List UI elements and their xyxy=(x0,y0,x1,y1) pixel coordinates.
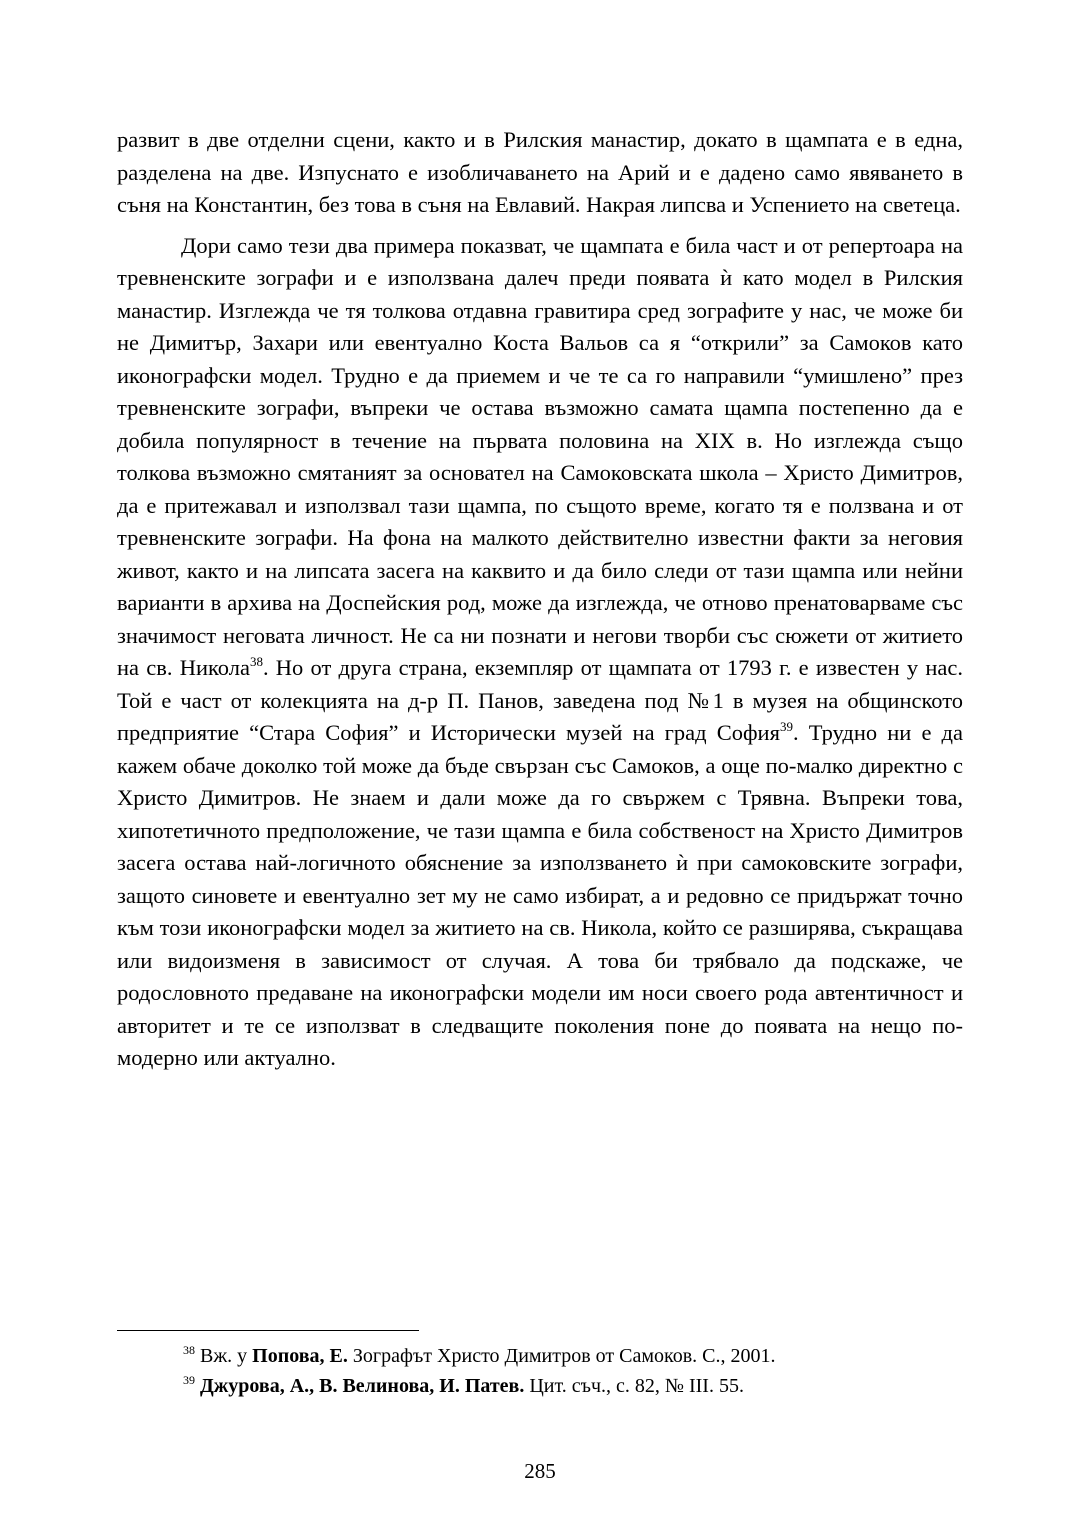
footnote-39 xyxy=(183,1371,963,1401)
footnote-citation: Цит. съч., с. 82, № III. 55. xyxy=(524,1375,744,1397)
page-number: 285 xyxy=(524,1459,556,1483)
footnote-author: Попова, Е. xyxy=(252,1345,348,1367)
footnote-prefix: Вж. у xyxy=(195,1345,253,1367)
footnote-citation: Зографът Христо Димитров от Самоков. С., 2001. xyxy=(347,1345,776,1367)
main-text xyxy=(117,124,963,1075)
footnote-38 xyxy=(183,1341,963,1371)
paragraph-1: развит в две отделни сцени, както и в Рилския манастир, докато в щампата е в една, разделена на две. Изпуснато е изобличаването на Арий и е дадено само явяването в съня на Константин, без това в съня на Евлавий. Накрая липсва и Успението на светеца. xyxy=(117,127,963,217)
paragraph-2-text-a: Дори само тези два примера показват, че щампата е била част и от репертоара на тревненските зографи и е използвана далеч преди появата ѝ като модел в Рилския манастир. Изглежда че тя толкова отдавна гравитира сред зографите у нас, че може би не Димитър, Захари или евентуално Коста Вальов са я “открили” за Самоков като иконографски модел. Трудно е да приемем и че те са го направили “умишлено” през тревненските зографи, въпреки че остава възможно самата щампа постепенно да е добила популярност в течение на първата половина на XIX в. Но изглежда също толкова възможно смятаният за основател на Самоковската школа – Христо Димитров, да е притежавал и използвал тази щампа, по същото време, когато тя е ползвана и от тревненските зографи. На фона на малкото действително известни факти за неговия живот, както и на липсата засега на каквито и да било следи от тази щампа или нейни варианти в архива на Доспейския род, може да изглежда, че отново пренатоварваме със значимост неговата личност. Не са ни познати и негови творби със сюжети от житието на св. Никола xyxy=(117,232,963,680)
footnote-ref-39[interactable]: 39 xyxy=(779,719,793,734)
paragraph-2 xyxy=(117,230,963,1075)
footnotes xyxy=(183,1341,963,1401)
paragraph-2-text-b: . Но от друга страна, екземпляр от щампата от 1793 г. е известен у нас. Той е част от колекцията на д-р П. Панов, заведена под №1 в музея на общинското предприятие “Стара София” и Исторически музей на град София xyxy=(117,655,964,745)
footnote-ref-38[interactable]: 38 xyxy=(249,654,263,669)
footnote-number: 39 xyxy=(183,1373,195,1387)
footnote-author: Джурова, А., В. Велинова, И. Патев. xyxy=(200,1375,525,1397)
footnote-separator xyxy=(117,1330,419,1331)
paragraph-2-text-c: . Трудно ни е да кажем обаче доколко той може да бъде свързан със Самоков, а още по-малко директно с Христо Димитров. Не знаем и дали може да го свържем с Трявна. Въпреки това, хипотетичното предположение, че тази щампа е била собственост на Христо Димитров засега остава най-логичното обяснение за използването ѝ при самоковските зографи, защото синовете и евентуално зет му не само избират, а и редовно се придържат точно към този иконографски модел за житието на св. Никола, който се разширява, съкращава или видоизменя в зависимост от случая. А това би трябвало да подскаже, че родословното предаване на иконографски модели им носи своего рода автентичност и авторитет и те се използват в следващите поколения поне до появата на нещо по-модерно или актуално. xyxy=(117,720,963,1070)
footnote-number: 38 xyxy=(183,1343,195,1357)
